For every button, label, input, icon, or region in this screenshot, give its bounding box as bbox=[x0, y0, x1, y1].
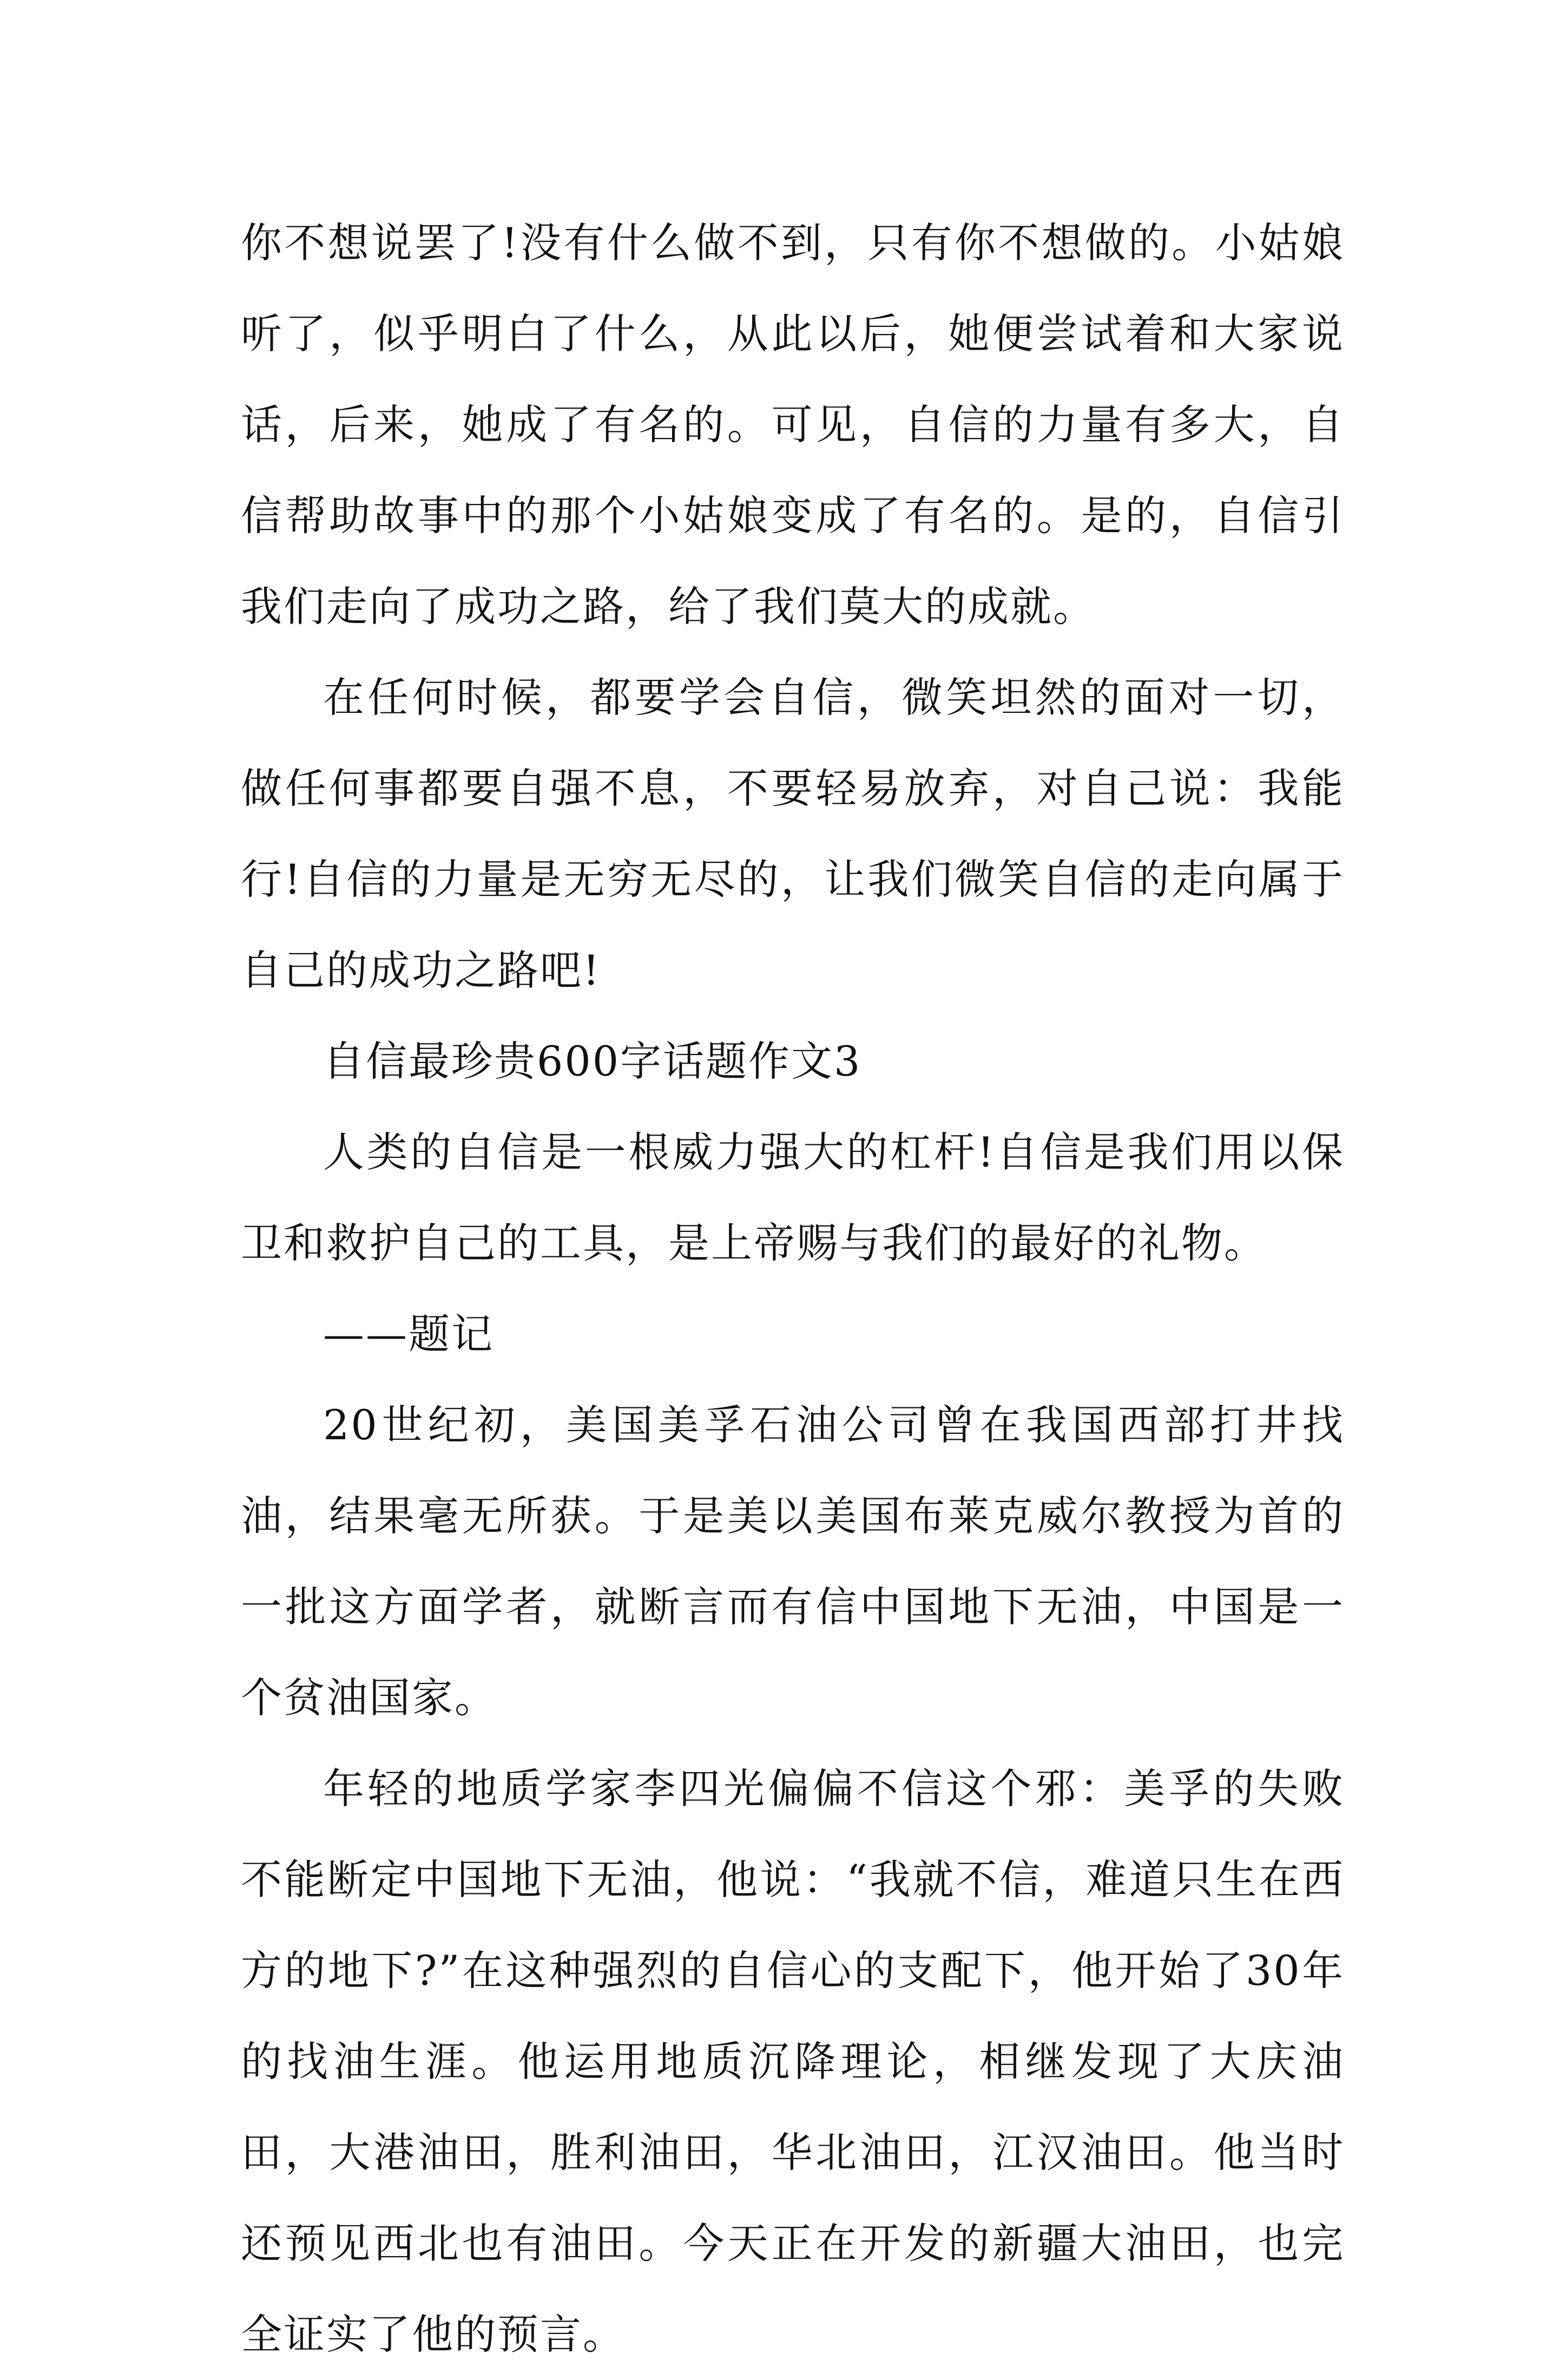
essay-title: 自信最珍贵600字话题作文3 bbox=[323, 1037, 862, 1085]
paragraph-epigraph: 人类的自信是一根威力强大的杠杆!自信是我们用以保卫和救护自己的工具，是上帝赐与我们的最好的礼物。 bbox=[241, 1128, 1345, 1267]
paragraph-continuation: 你不想说罢了!没有什么做不到，只有你不想做的。小姑娘听了，似乎明白了什么，从此以后，她便尝试着和大家说话，后来，她成了有名的。可见，自信的力量有多大，自信帮助故事中的那个小姑娘变成了有名的。是的，自信引我们走向了成功之路，给了我们莫大的成就。 bbox=[241, 219, 1345, 631]
document-body bbox=[241, 198, 1345, 2380]
paragraph-li-siguang: 年轻的地质学家李四光偏偏不信这个邪：美孚的失败不能断定中国地下无油，他说：“我就不信，难道只生在西方的地下?”在这种强烈的自信心的支配下，他开始了30年的找油生涯。他运用地质沉降理论，相继发现了大庆油田，大港油田，胜利油田，华北油田，江汉油田。他当时还预见西北也有油田。今天正在开发的新疆大油田，也完全证实了他的预言。 bbox=[241, 1765, 1345, 2358]
epigraph-note: ——题记 bbox=[323, 1310, 494, 1358]
paragraph-confidence-advice: 在任何时候，都要学会自信，微笑坦然的面对一切，做任何事都要自强不息，不要轻易放弃，对自己说：我能行!自信的力量是无穷无尽的，让我们微笑自信的走向属于自己的成功之路吧! bbox=[241, 673, 1345, 994]
paragraph-oil-history: 20世纪初，美国美孚石油公司曾在我国西部打井找油，结果毫无所获。于是美以美国布莱克威尔教授为首的一批这方面学者，就断言而有信中国地下无油，中国是一个贫油国家。 bbox=[241, 1401, 1345, 1722]
